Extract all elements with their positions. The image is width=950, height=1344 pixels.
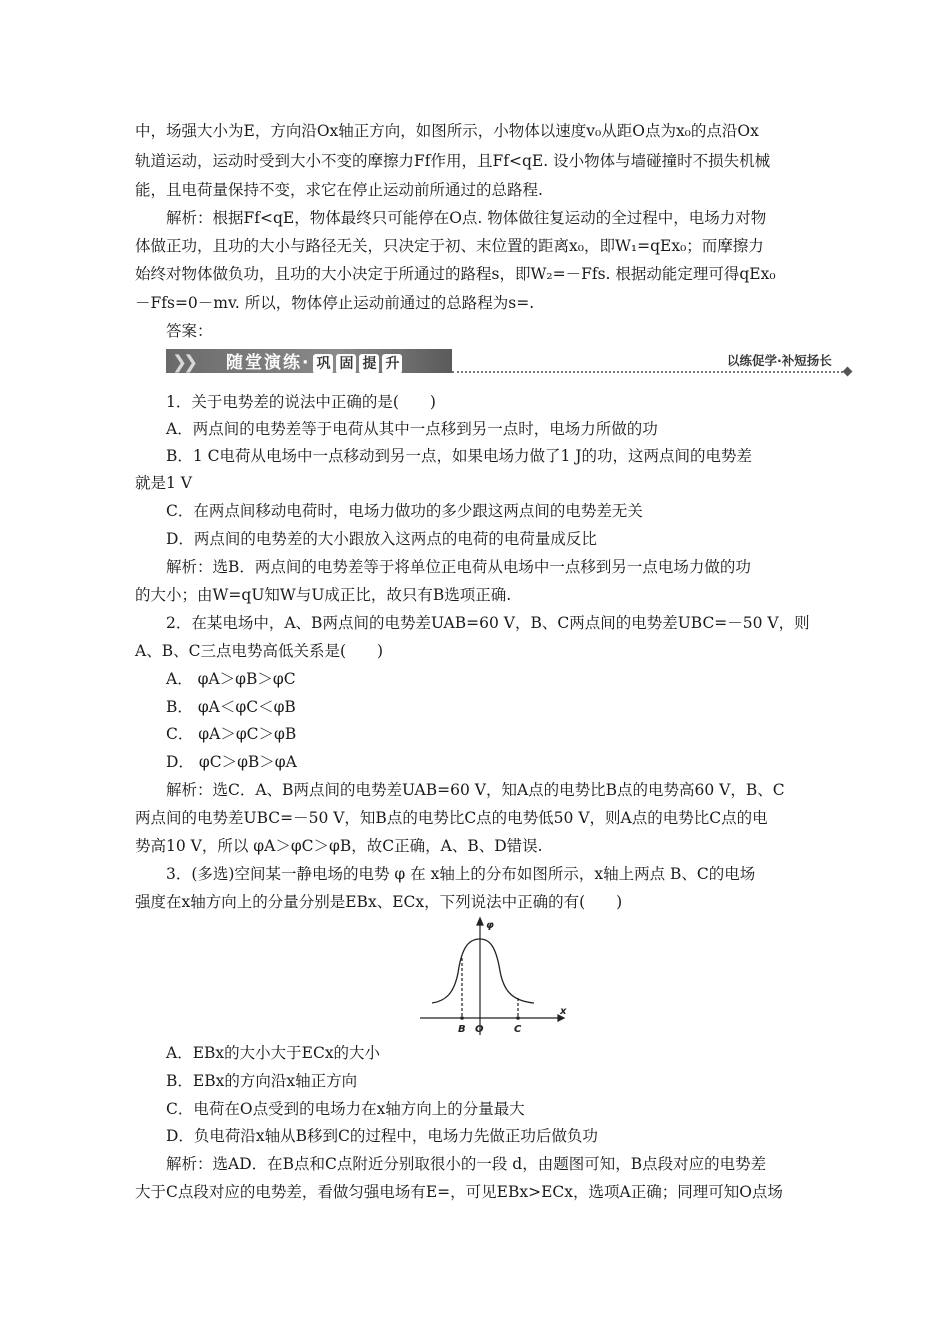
intro-line-3: 能，且电荷量保持不变，求它在停止运动前所通过的总路程. xyxy=(135,181,543,199)
q1-option-d: D．两点间的电势差的大小跟放入这两点的电荷的电荷量成反比 xyxy=(166,530,597,548)
banner-bar xyxy=(166,349,452,373)
q3-stem-line-1: 3．(多选)空间某一静电场的电势 φ 在 x轴上的分布如图所示，x轴上两点 B、C的电场 xyxy=(166,865,756,883)
intro-solution-line-2: 体做正功，且功的大小与路径无关，只决定于初、末位置的距离x₀，即W₁=qEx₀；而摩擦力 xyxy=(135,237,764,255)
q3-option-b: B．EBx的方向沿x轴正方向 xyxy=(166,1072,358,1090)
q2-stem-line-1: 2．在某电场中，A、B两点间的电势差UAB=60 V，B、C两点间的电势差UBC=－50 V，则 xyxy=(166,614,810,632)
q1-option-a: A．两点间的电势差等于电荷从其中一点移到另一点时，电场力所做的功 xyxy=(166,420,658,438)
q3-option-a: A．EBx的大小大于ECx的大小 xyxy=(166,1044,381,1062)
q3-stem-line-2: 强度在x轴方向上的分量分别是EBx、ECx，下列说法中正确的有( ) xyxy=(135,893,623,911)
q2-solution-line-2: 两点间的电势差UBC=－50 V，知B点的电势比C点的电势低50 V，则A点的电势比C点的电 xyxy=(135,809,768,827)
intro-solution-line-3: 始终对物体做负功，且功的大小决定于所通过的路程s，即W₂=－Ffs. 根据动能定理可得qEx₀ xyxy=(135,265,776,283)
q1-stem: 1．关于电势差的说法中正确的是( ) xyxy=(166,393,436,411)
b-label: B xyxy=(458,1024,466,1035)
q3-solution-line-1: 解析：选AD．在B点和C点附近分别取很小的一段 d，由题图可知，B点段对应的电势差 xyxy=(166,1155,767,1173)
q3-option-d: D．负电荷沿x轴从B移到C的过程中，电场力先做正功后做负功 xyxy=(166,1127,598,1145)
q2-option-a: A． φA＞φB＞φC xyxy=(166,670,296,688)
intro-solution-line-4: －Ffs=0－mv. 所以，物体停止运动前通过的总路程为s=. xyxy=(135,294,535,312)
o-label: O xyxy=(475,1024,484,1035)
q2-solution-line-3: 势高10 V，所以 φA＞φC＞φB，故C正确，A、B、D错误. xyxy=(135,837,543,855)
q2-option-b: B． φA＜φC＜φB xyxy=(166,698,296,716)
q1-option-b-line-2: 就是1 V xyxy=(135,474,192,492)
banner-badge-4: 升 xyxy=(382,354,402,374)
banner-title-text: 随堂演练· xyxy=(226,353,311,373)
q2-option-d: D． φC＞φB＞φA xyxy=(166,753,297,771)
potential-distribution-figure xyxy=(418,915,568,1040)
banner-dotted-rule xyxy=(452,371,847,373)
q2-solution-line-1: 解析：选C．A、B两点间的电势差UAB=60 V，知A点的电势比B点的电势高60 V，B、C xyxy=(166,781,785,799)
q3-option-c: C．电荷在O点受到的电场力在x轴方向上的分量最大 xyxy=(166,1100,525,1118)
q3-solution-line-2: 大于C点段对应的电势差，看做匀强电场有E=，可见EBx>ECx，选项A正确；同理可知O点场 xyxy=(135,1183,783,1201)
banner-badge-1: 巩 xyxy=(313,354,333,374)
point-c xyxy=(516,1016,520,1020)
q2-option-c: C． φA＞φC＞φB xyxy=(166,725,297,743)
banner-title xyxy=(226,351,402,375)
q1-solution-line-2: 的大小；由W=qU知W与U成正比，故只有B选项正确. xyxy=(135,586,512,604)
diamond-icon xyxy=(843,367,853,377)
q1-solution-line-1: 解析：选B．两点间的电势差等于将单位正电荷从电场中一点移到另一点电场力做的功 xyxy=(166,558,751,576)
double-chevron-icon: ❯❯ xyxy=(172,352,195,373)
point-b xyxy=(460,1016,464,1020)
q1-option-c: C．在两点间移动电荷时，电场力做功的多少跟这两点间的电势差无关 xyxy=(166,502,643,520)
phi-axis-arrow xyxy=(477,918,483,925)
intro-line-2: 轨道运动，运动时受到大小不变的摩擦力Ff作用，且Ff<qE. 设小物体与墙碰撞时不损失机械 xyxy=(135,152,771,170)
banner-badge-3: 提 xyxy=(359,354,379,374)
x-label: x xyxy=(560,1006,567,1017)
banner-badge-2: 固 xyxy=(336,354,356,374)
banner-slogan: 以练促学·补短扬长 xyxy=(727,353,832,368)
answer-label: 答案： xyxy=(166,322,213,340)
c-label: C xyxy=(514,1024,522,1035)
phi-label: φ xyxy=(486,920,494,931)
section-banner xyxy=(166,347,856,375)
intro-solution-line-1: 解析：根据Ff<qE，物体最终只可能停在O点. 物体做往复运动的全过程中，电场力对物 xyxy=(166,209,767,227)
q2-stem-line-2: A、B、C三点电势高低关系是( ) xyxy=(135,642,384,660)
potential-curve xyxy=(432,939,534,1003)
intro-line-1: 中，场强大小为E，方向沿Ox轴正方向，如图所示，小物体以速度v₀从距O点为x₀的点沿Ox xyxy=(135,122,759,140)
q1-option-b-line-1: B．1 C电荷从电场中一点移动到另一点，如果电场力做了1 J的功，这两点间的电势差 xyxy=(166,447,753,465)
